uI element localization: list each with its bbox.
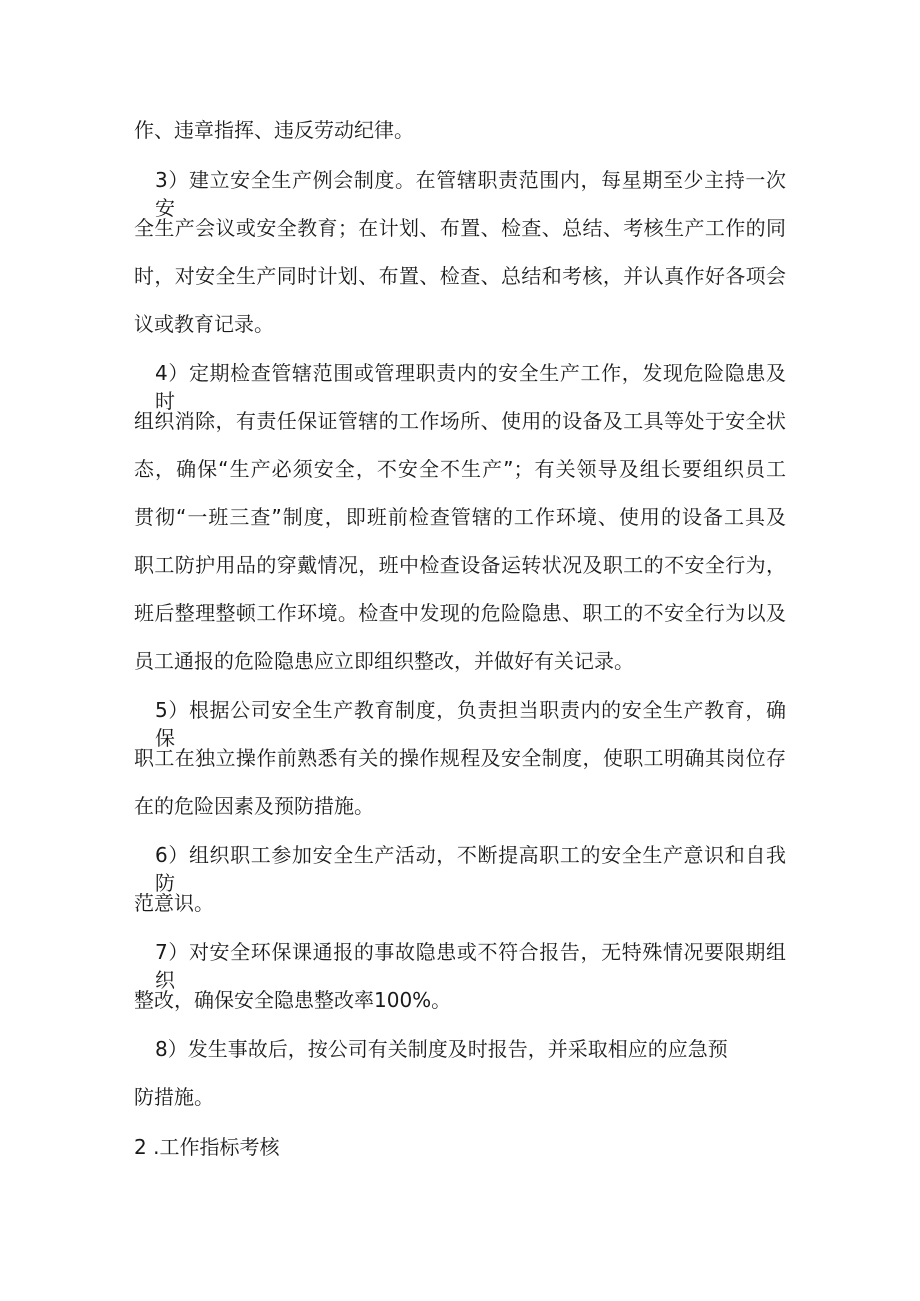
text-line: 整改，确保安全隐患整改率100%。 <box>134 988 452 1012</box>
text-line: 职工防护用品的穿戴情况，班中检查设备运转状况及职工的不安全行为， <box>134 553 786 577</box>
text-line: 时，对安全生产同时计划、布置、检查、总结和考核，并认真作好各项会 <box>134 264 786 288</box>
text-line: 5）根据公司安全生产教育制度，负责担当职责内的安全生产教育，确保 <box>155 698 786 750</box>
text-line: 8）发生事故后，按公司有关制度及时报告，并采取相应的应急预 <box>155 1037 728 1061</box>
text-line: 贯彻“一班三查”制度，即班前检查管辖的工作环境、使用的设备工具及 <box>134 505 786 529</box>
text-line: 6）组织职工参加安全生产活动，不断提高职工的安全生产意识和自我防 <box>155 843 786 895</box>
text-line: 7）对安全环保课通报的事故隐患或不符合报告，无特殊情况要限期组织 <box>155 940 786 992</box>
text-line: 班后整理整顿工作环境。检查中发现的危险隐患、职工的不安全行为以及 <box>134 601 786 625</box>
text-line: 议或教育记录。 <box>134 312 274 336</box>
text-line: 防措施。 <box>134 1085 214 1109</box>
text-line: 3）建立安全生产例会制度。在管辖职责范围内，每星期至少主持一次安 <box>155 168 786 220</box>
text-line: 组织消除，有责任保证管辖的工作场所、使用的设备及工具等处于安全状 <box>134 409 786 433</box>
text-line: 范意识。 <box>134 891 214 915</box>
text-line: 全生产会议或安全教育；在计划、布置、检查、总结、考核生产工作的同 <box>134 216 786 240</box>
text-line: 职工在独立操作前熟悉有关的操作规程及安全制度，使职工明确其岗位存 <box>134 746 786 770</box>
text-line: 作、违章指挥、违反劳动纪律。 <box>134 118 414 142</box>
text-line: 在的危险因素及预防措施。 <box>134 794 374 818</box>
text-line: 员工通报的危险隐患应立即组织整改，并做好有关记录。 <box>134 649 634 673</box>
text-line: 态，确保“生产必须安全，不安全不生产”；有关领导及组长要组织员工 <box>134 457 786 481</box>
text-line: 4）定期检查管辖范围或管理职责内的安全生产工作，发现危险隐患及时 <box>155 361 786 413</box>
section-heading: 2 .工作指标考核 <box>134 1135 280 1159</box>
